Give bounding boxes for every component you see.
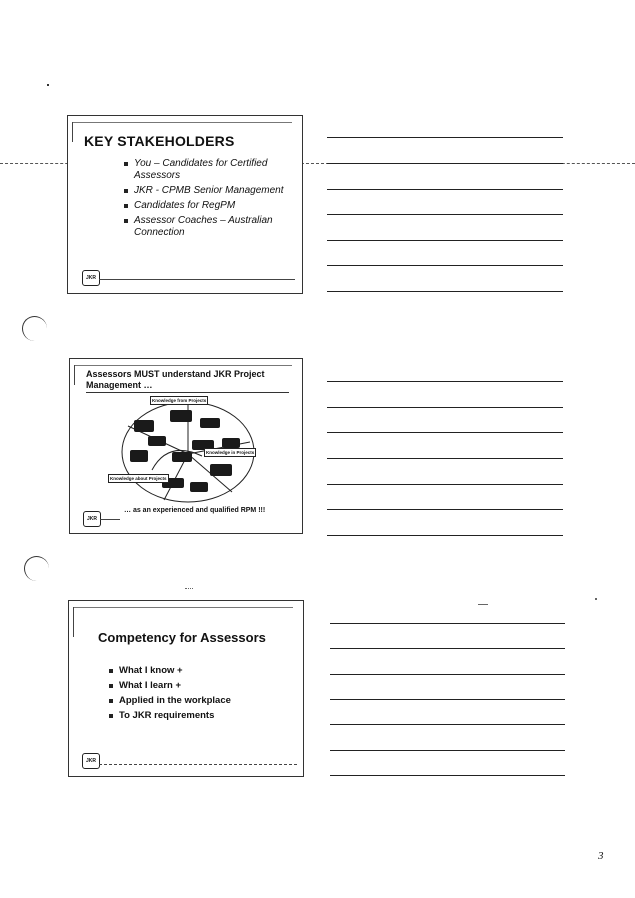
slide-top-rule bbox=[75, 365, 292, 366]
puzzle-piece-icon bbox=[130, 450, 148, 462]
note-line bbox=[330, 674, 565, 675]
slide-title: Assessors MUST understand JKR Project Management … bbox=[86, 369, 265, 390]
title-underline bbox=[86, 392, 289, 393]
list-item: Assessor Coaches – Australian Connection bbox=[124, 215, 294, 239]
puzzle-piece-icon bbox=[200, 418, 220, 428]
note-line bbox=[327, 535, 563, 536]
list-item: To JKR requirements bbox=[109, 710, 289, 722]
footer-rule bbox=[100, 519, 120, 520]
list-item: What I learn + bbox=[109, 680, 289, 692]
note-line bbox=[327, 163, 563, 164]
list-item: What I know + bbox=[109, 665, 289, 677]
slide-caption: … as an experienced and qualified RPM !!! bbox=[124, 507, 266, 514]
jkr-logo: JKR bbox=[82, 270, 100, 286]
note-line bbox=[327, 240, 563, 241]
list-item: Applied in the workplace bbox=[109, 695, 289, 707]
slide-top-rule bbox=[74, 607, 293, 608]
note-line bbox=[327, 432, 563, 433]
jkr-logo: JKR bbox=[82, 753, 100, 769]
note-line bbox=[327, 458, 563, 459]
note-line bbox=[330, 623, 565, 624]
puzzle-piece-icon bbox=[134, 420, 154, 432]
scan-dash bbox=[185, 588, 193, 589]
puzzle-piece-icon bbox=[172, 452, 192, 462]
project-knowledge-diagram bbox=[110, 396, 258, 504]
note-line bbox=[330, 724, 565, 725]
hole-punch-mark-1 bbox=[22, 316, 47, 341]
list-item: JKR - CPMB Senior Management bbox=[124, 185, 294, 197]
note-line bbox=[327, 214, 563, 215]
footer-rule bbox=[99, 279, 295, 280]
slide-corner-mark bbox=[73, 607, 76, 637]
hole-punch-mark-2 bbox=[24, 556, 49, 581]
note-line bbox=[327, 189, 563, 190]
puzzle-piece-icon bbox=[170, 410, 192, 422]
slide-competency-for-assessors bbox=[68, 600, 304, 777]
puzzle-piece-icon bbox=[210, 464, 232, 476]
puzzle-piece-icon bbox=[190, 482, 208, 492]
slide-title: Competency for Assessors bbox=[98, 630, 266, 645]
note-line bbox=[327, 484, 563, 485]
diagram-label-left: Knowledge about Projects bbox=[110, 476, 167, 481]
slide-title: KEY STAKEHOLDERS bbox=[84, 133, 235, 149]
bullet-list bbox=[124, 158, 294, 242]
scan-dot bbox=[595, 598, 597, 600]
scan-dash bbox=[478, 604, 488, 605]
list-item: Candidates for RegPM bbox=[124, 200, 294, 212]
note-line bbox=[327, 509, 563, 510]
jkr-logo: JKR bbox=[83, 511, 101, 527]
note-line bbox=[330, 775, 565, 776]
diagram-label-top: Knowledge from Projects bbox=[152, 398, 207, 403]
note-line bbox=[330, 750, 565, 751]
puzzle-piece-icon bbox=[222, 438, 240, 448]
note-line bbox=[327, 137, 563, 138]
page-number: 3 bbox=[598, 850, 604, 862]
diagram-label-right: Knowledge in Projects bbox=[206, 450, 255, 455]
slide-top-rule bbox=[73, 122, 292, 123]
note-line bbox=[327, 291, 563, 292]
scan-dot bbox=[47, 84, 49, 86]
slide-key-stakeholders bbox=[67, 115, 303, 294]
slide-assessors-must-understand bbox=[69, 358, 303, 534]
note-line bbox=[330, 648, 565, 649]
slide-corner-mark bbox=[72, 122, 75, 142]
list-item: You – Candidates for Certified Assessors bbox=[124, 158, 294, 182]
note-line bbox=[327, 381, 563, 382]
note-line bbox=[330, 699, 565, 700]
puzzle-piece-icon bbox=[148, 436, 166, 446]
slide-corner-mark bbox=[74, 365, 77, 385]
footer-rule bbox=[99, 764, 297, 765]
note-line bbox=[327, 265, 563, 266]
bullet-list bbox=[109, 665, 289, 725]
note-line bbox=[327, 407, 563, 408]
